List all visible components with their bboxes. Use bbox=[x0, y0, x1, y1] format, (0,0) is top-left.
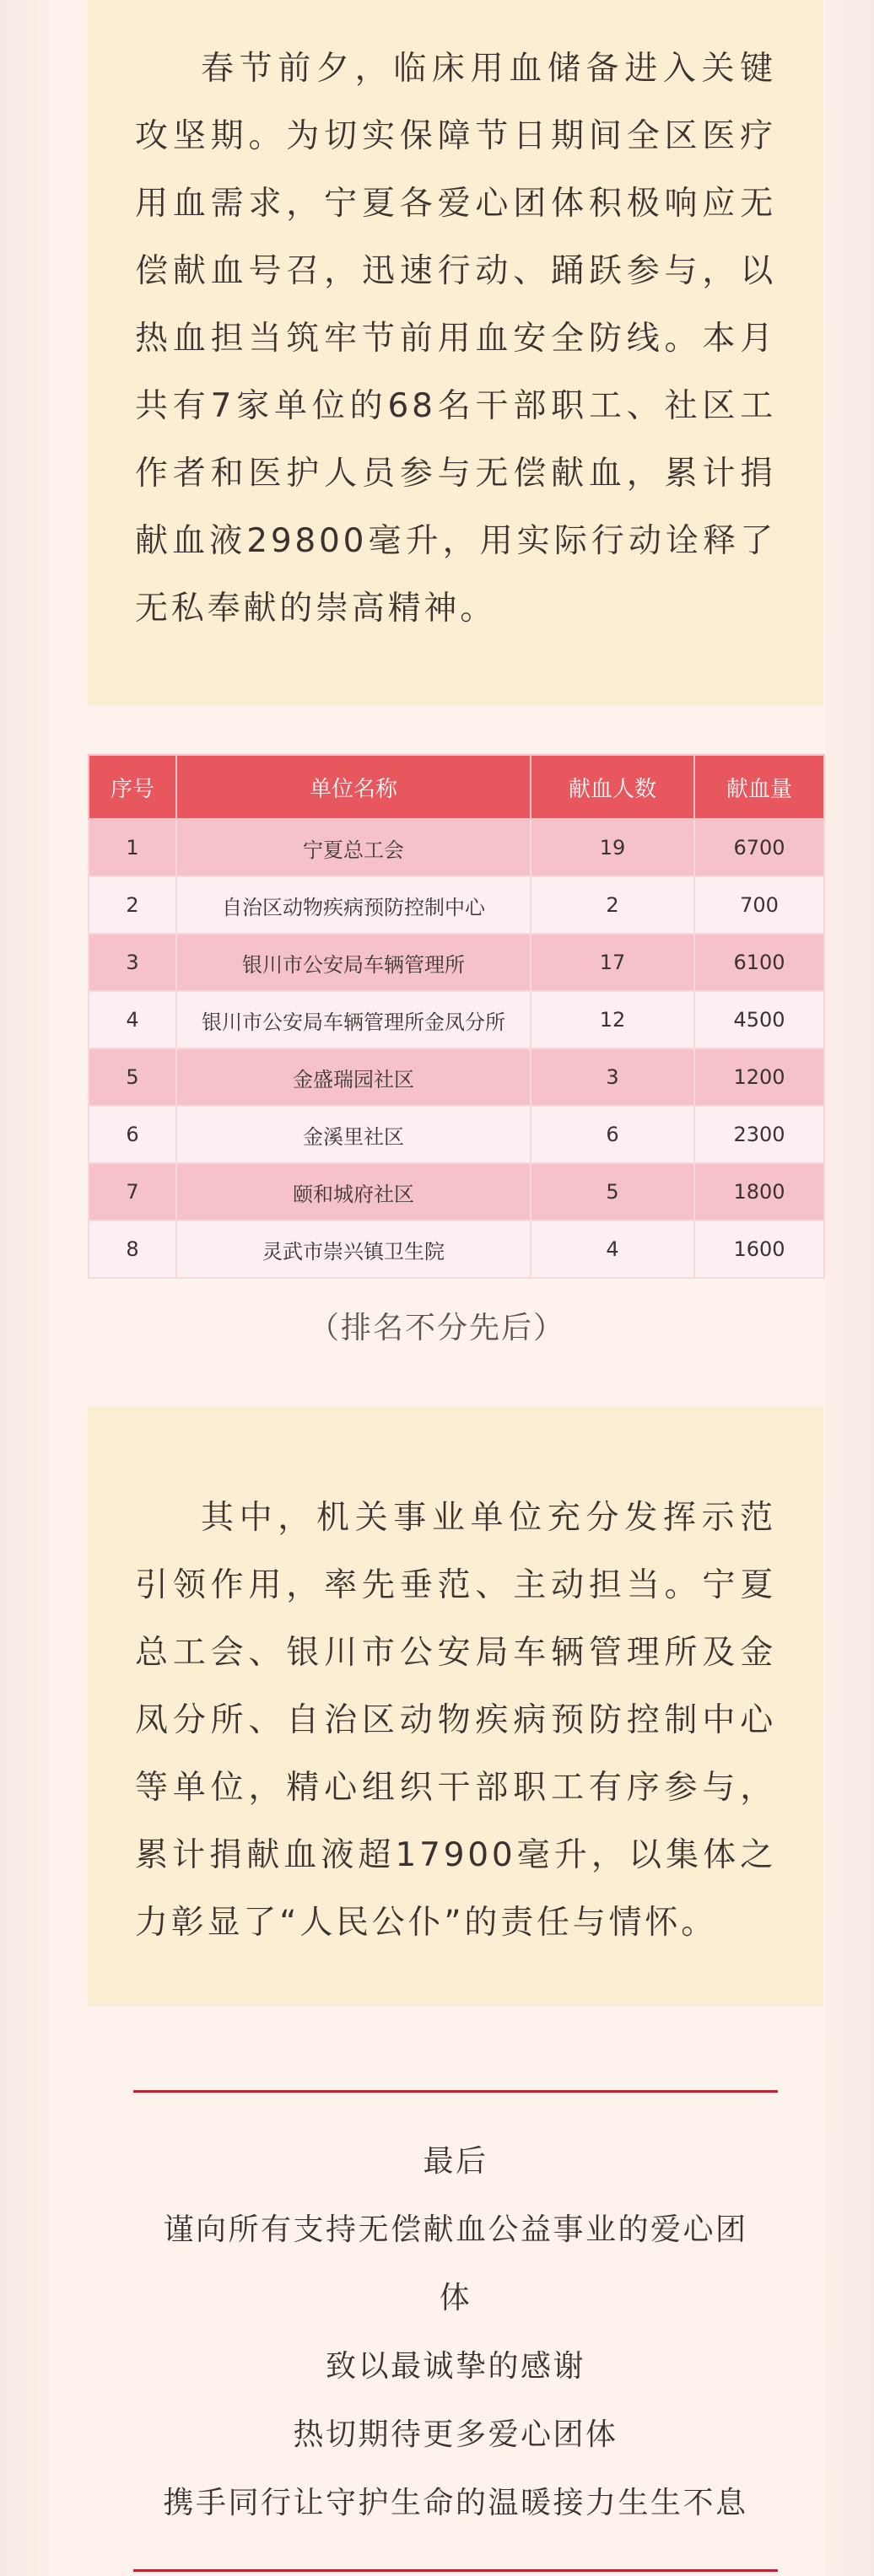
table-row bbox=[89, 1106, 824, 1163]
row-index: 6 bbox=[89, 1106, 176, 1163]
detail-paragraph: 其中，机关事业单位充分发挥示范引领作用，率先垂范、主动担当。宁夏总工会、银川市公安局车辆管理所及金凤分所、自治区动物疾病预防控制中心等单位，精心组织干部职工有序参与，累计捐献血液超17900毫升，以集体之力彰显了“人民公仆”的责任与情怀。 bbox=[135, 1499, 776, 1942]
row-unit-name: 金盛瑞园社区 bbox=[176, 1048, 531, 1106]
closing-line: 致以最诚挚的感谢 bbox=[325, 2349, 585, 2384]
row-donor-count: 12 bbox=[531, 991, 694, 1048]
closing-line: 携手同行让守护生命的温暖接力生生不息 bbox=[163, 2486, 748, 2520]
row-unit-name: 灵武市崇兴镇卫生院 bbox=[176, 1221, 531, 1278]
table-row bbox=[89, 934, 824, 991]
top-divider bbox=[133, 2090, 778, 2093]
row-donor-count: 5 bbox=[531, 1163, 694, 1221]
row-unit-name: 银川市公安局车辆管理所金凤分所 bbox=[176, 991, 531, 1048]
row-donor-count: 4 bbox=[531, 1221, 694, 1278]
row-volume: 1600 bbox=[694, 1221, 824, 1278]
detail-card bbox=[88, 1407, 823, 2006]
left-margin-band bbox=[0, 0, 49, 2576]
closing-line: 谨向所有支持无偿献血公益事业的爱心团 bbox=[163, 2212, 748, 2247]
intro-card bbox=[88, 0, 823, 705]
row-unit-name: 银川市公安局车辆管理所 bbox=[176, 934, 531, 991]
row-unit-name: 金溪里社区 bbox=[176, 1106, 531, 1163]
table-row bbox=[89, 876, 824, 934]
row-index: 7 bbox=[89, 1163, 176, 1221]
row-donor-count: 3 bbox=[531, 1048, 694, 1106]
row-index: 1 bbox=[89, 819, 176, 876]
header-donor-count: 献血人数 bbox=[531, 755, 694, 819]
donation-table bbox=[88, 754, 825, 1279]
row-index: 8 bbox=[89, 1221, 176, 1278]
row-unit-name: 自治区动物疾病预防控制中心 bbox=[176, 876, 531, 934]
row-volume: 1800 bbox=[694, 1163, 824, 1221]
row-index: 4 bbox=[89, 991, 176, 1048]
row-index: 2 bbox=[89, 876, 176, 934]
row-donor-count: 17 bbox=[531, 934, 694, 991]
table-row bbox=[89, 1221, 824, 1278]
table-row bbox=[89, 1048, 824, 1106]
row-unit-name: 颐和城府社区 bbox=[176, 1163, 531, 1221]
header-unit-name: 单位名称 bbox=[176, 755, 531, 819]
table-header-row bbox=[89, 755, 824, 819]
row-index: 5 bbox=[89, 1048, 176, 1106]
ranking-note: （排名不分先后） bbox=[308, 1311, 565, 1345]
row-index: 3 bbox=[89, 934, 176, 991]
header-index: 序号 bbox=[89, 755, 176, 819]
row-volume: 4500 bbox=[694, 991, 824, 1048]
table-row bbox=[89, 1163, 824, 1221]
row-volume: 700 bbox=[694, 876, 824, 934]
closing-line: 热切期待更多爱心团体 bbox=[293, 2417, 618, 2452]
table-row bbox=[89, 991, 824, 1048]
row-volume: 6700 bbox=[694, 819, 824, 876]
closing-line: 最后 bbox=[423, 2144, 488, 2179]
closing-line: 体 bbox=[439, 2281, 472, 2315]
row-volume: 6100 bbox=[694, 934, 824, 991]
bottom-divider bbox=[133, 2569, 778, 2572]
closing-message bbox=[88, 2127, 823, 2537]
header-donation-volume: 献血量 bbox=[694, 755, 824, 819]
intro-paragraph: 春节前夕，临床用血储备进入关键攻坚期。为切实保障节日期间全区医疗用血需求，宁夏各爱心团体积极响应无偿献血号召，迅速行动、踊跃参与，以热血担当筑牢节前用血安全防线。本月共有7家单位的68名干部职工、社区工作者和医护人员参与无偿献血，累计捐献血液29800毫升，用实际行动诠释了无私奉献的崇高精神。 bbox=[135, 50, 776, 628]
table-row bbox=[89, 819, 824, 876]
row-donor-count: 19 bbox=[531, 819, 694, 876]
row-donor-count: 2 bbox=[531, 876, 694, 934]
row-volume: 2300 bbox=[694, 1106, 824, 1163]
row-donor-count: 6 bbox=[531, 1106, 694, 1163]
right-margin-band bbox=[825, 0, 874, 2576]
row-unit-name: 宁夏总工会 bbox=[176, 819, 531, 876]
row-volume: 1200 bbox=[694, 1048, 824, 1106]
